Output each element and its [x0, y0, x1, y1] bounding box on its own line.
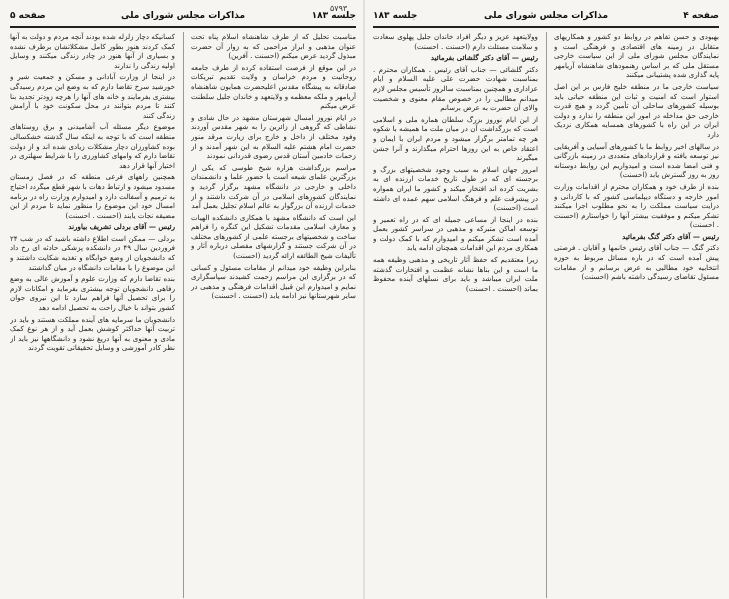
paragraph: بهبودی و حسن تفاهم در روابط دو کشور و همکاریهای متقابل در زمینه های اقتصادی و فرهنگی است و نمایندگان مجلس شورای ملی از این سیاست خارجی مستقل ملی که بر اساس رهنمودهای شاهنشاه آریامهر پایه گذاری شده پشتیبانی میکنند: [554, 32, 719, 80]
page-columns: [10, 32, 356, 598]
paragraph: امروز جهان اسلام به سبب وجود شخصیتهای بزرگ و برجسته ای که در طول تاریخ خدمات ارزنده ای به بشریت کرده اند افتخار میکند و کشور ما ایران همواره در پیشرفت علم و فرهنگ اسلامی سهم عمده ای داشته است (احسنت): [373, 164, 538, 213]
page-header: [373, 10, 719, 28]
paragraph: مراسم بزرگداشت هزاره شیخ طوسی که یکی از بزرگترین علمای شیعه است با حضور علما و دانشمندان داخلی و خارجی در دانشگاه مشهد برگزار گردید و نمایندگان کشورهای اسلامی در آن شرکت داشتند و از خدمات ارزنده آن بزرگوار به عالم اسلام تجلیل بعمل آمد: [191, 162, 356, 211]
text-column-left: [373, 32, 538, 598]
paragraph: همچنین راههای فرعی منطقه که در فصل زمستان مسدود میشود و ارتباط دهات با شهر قطع میگردد احتیاج به ترمیم و آسفالت دارد و امیدوارم وزارت راه در برنامه امسال خود این موضوع را منظور نماید تا مردم از این مضیقه نجات یابند (احسنت . احسنت): [10, 172, 175, 220]
paragraph: در این موقع از فرصت استفاده کرده از طرف جامعه روحانیت و مردم خراسان و ولایت تقدیم تبریکات صادقانه به پیشگاه مقدس اعلیحضرت همایون شاهنشاه آریامهر و ملکه معظمه و ولایتعهد و خاندان جلیل سلطنت عرض میکنم: [191, 62, 356, 111]
speaker-line: رئیس — آقای دکتر گنگ بفرمائید: [622, 231, 719, 241]
header-session: جلسه ۱۸۳: [373, 11, 418, 21]
speaker-line: رئیس — آقای بردلی تشریف بیاورند: [68, 222, 175, 232]
page-header: [10, 10, 356, 28]
paragraph: از این ایام نوروز بزرگ سلطان هماره ملی و اسلامی است که بزرگداشت آن در میان ملت ما همیشه با شکوه هر چه تمامتر برگزار میشود و مردم ایران با ایمان و اعتقاد خاص به این روزها احترام میگذارند و آنرا جشن میگیرند: [373, 114, 538, 163]
paragraph: دانشجویان ما سرمایه های آینده مملکت هستند و باید در تربیت آنها حداکثر کوشش بعمل آید و از هر نوع کمک مادی و معنوی به آنها دریغ نشود و دانشگاهها نیز باید از نظر کادر آموزشی و وسایل تحقیقاتی تقویت گردند: [10, 314, 175, 353]
paragraph: مناسبت تحلیل که از طرف شاهنشاه اسلام پناه تحت عنوان مذهبی و ابراز مراحمی که به زوار آن حضرت مبذول گردید عرض میکنم (احسنت . آفرین): [191, 32, 356, 61]
paragraph: بنابراین وظیفه خود میدانم از مقامات مسئول و کسانی که در برگزاری این مراسم زحمت کشیدند سپاسگزاری نمایم و امیدوارم این قبیل اقدامات فرهنگی و مذهبی در سایر شهرستانها نیز ادامه یابد (احسنت . احسنت): [191, 262, 356, 301]
paragraph: در اینجا از وزارت آبادانی و مسکن و جمعیت شیر و خورشید سرخ تقاضا دارم که به وضع این مردم رسیدگی بیشتری بفرمایند و خانه های آنها را هرچه زودتر تجدید بنا کنند تا مردم بتوانند در محل سکونت خود با آرامش زندگی کنند: [10, 72, 175, 120]
paragraph: کسانیکه دچار زلزله شده بودند آنچه مردم و دولت به آنها کمک کردند هنوز بطور کامل مشکلاتشان برطرف نشده و بسیاری از آنها هنوز در چادر زندگی میکنند و وسایل اولیه زندگی را ندارند: [10, 32, 175, 70]
text-column-left: [10, 32, 175, 598]
speaker-line: رئیس — آقای دکتر گلشائی بفرمائید: [430, 53, 538, 63]
paragraph: بردلی — ممکن است اطلاع داشته باشید که در شب ۲۴ فروردین سال ۴۹ در دانشکده پزشکی حادثه ای رخ داد که دانشجویان از وضع خوابگاه و تغذیه شکایت داشتند و این موضوع را با مقامات دانشگاه در میان گذاشتند: [10, 233, 175, 272]
archive-stamp: ۵۷۹۳: [330, 4, 348, 13]
page-columns: [373, 32, 719, 598]
paragraph: وولایتعهد عزیز و دیگر افراد خاندان جلیل پهلوی سعادت و سلامت مسئلت دارم (احسنت . احسنت): [373, 32, 538, 51]
paragraph: بنده در اینجا از مساعی جمیله ای که در راه تعمیر و توسعه اماکن متبرکه و مذهبی در سراسر کشور بعمل آمده است تشکر میکنم و امیدوارم که با کمک دولت و همکاری مردم این اقدامات همچنان ادامه یابد: [373, 214, 538, 253]
page-5: [0, 10, 364, 598]
paragraph: موضوع دیگر مسئله آب آشامیدنی و برق روستاهای منطقه است که با توجه به اینکه سال گذشته خشکسالی بوده کشاورزان دچار مشکلات زیادی شده اند و از دولت تقاضا دارم که وامهای کشاورزی را با شرایط سهلتری در اختیار آنها قرار دهد: [10, 122, 175, 170]
paragraph: دکتر گلشائی — جناب آقای رئیس . همکاران محترم . بمناسبت شهادت حضرت علی علیه السلام و ایام عزاداری و همچنین بمناسبت سالروز تأسیس مجلس لازم میدانم مطالبی را در خصوص مقام معنوی و شخصیت والای آن حضرت به عرض برسانم: [373, 64, 538, 113]
text-column-right: [554, 32, 719, 598]
header-session: جلسه ۱۸۳: [311, 11, 356, 21]
page-4: [365, 10, 729, 598]
paragraph: در سالهای اخیر روابط ما با کشورهای آسیایی و آفریقایی نیز توسعه یافته و قراردادهای متعددی در زمینه بازرگانی و فنی امضا شده است و امیدواریم این روابط دوستانه روز به روز گسترش یابد (احسنت): [554, 141, 719, 180]
paragraph: دکتر گنگ — جناب آقای رئیس خانمها و آقایان . فرصتی پیش آمده است که در باره مسائل مربوط به حوزه انتخابیه خود مطالبی به عرض برسانم و از مقامات مسئول تقاضای رسیدگی داشته باشم (احسنت): [554, 243, 719, 282]
text-column-right: [191, 32, 356, 598]
column-rule: [183, 32, 184, 598]
paragraph: بنده از طرف خود و همکاران محترم از اقدامات وزارت امور خارجه و دستگاه دیپلماسی کشور که با کاردانی و درایت سیاست مملکت را به نحو مطلوب اجرا میکنند تشکر میکنم و موفقیت بیشتر آنها را خواستارم (احسنت . احسنت): [554, 181, 719, 230]
paragraph: بنده تقاضا دارم که وزارت علوم و آموزش عالی به وضع رفاهی دانشجویان توجه بیشتری بفرماید و امکانات لازم را برای تحصیل آنها فراهم سازد تا این نیروی جوان کشور بتواند با خیال راحت به تحصیل ادامه دهد: [10, 274, 175, 313]
header-page-label: صفحه ۵: [10, 11, 46, 21]
header-title: مذاکرات مجلس شورای ملی: [483, 11, 609, 21]
paragraph: زیرا معتقدیم که حفظ آثار تاریخی و مذهبی وظیفه همه ما است و این بناها نشانه عظمت و افتخارات گذشته ملت ایران میباشد و باید برای نسلهای آینده محفوظ بماند (احسنت . احسنت): [373, 255, 538, 293]
header-title: مذاکرات مجلس شورای ملی: [120, 11, 246, 21]
paragraph: سیاست خارجی ما در منطقه خلیج فارس بر این اصل استوار است که امنیت و ثبات این منطقه حیاتی باید بوسیله کشورهای ساحلی آن تأمین گردد و هیچ قدرت خارجی حق مداخله در امور این منطقه را ندارد و دولت ایران در این راه با کشورهای همسایه همکاری نزدیک دارد: [554, 81, 719, 139]
paragraph: این است که دانشگاه مشهد با همکاری دانشکده الهیات و معارف اسلامی مقدمات تشکیل این کنگره را فراهم ساخت و شخصیتهای برجسته علمی از کشورهای مختلف در آن شرکت جستند و گزارشهای مفصلی درباره آثار و تألیفات شیخ الطائفه ارائه گردید (احسنت): [191, 212, 356, 261]
header-page-label: صفحه ۴: [683, 11, 719, 21]
paragraph: در ایام نوروز امسال شهرستان مشهد در حال شادی و نشاطی که گروهی از زائرین را به شهر مقدس آوردند وفود مختلف از داخل و خارج برای زیارت مرقد منور حضرت امام هشتم علیه السلام به این شهر آمدند و از زحمات خادمین آستان قدس رضوی قدردانی نمودند: [191, 112, 356, 161]
column-rule: [546, 32, 547, 598]
